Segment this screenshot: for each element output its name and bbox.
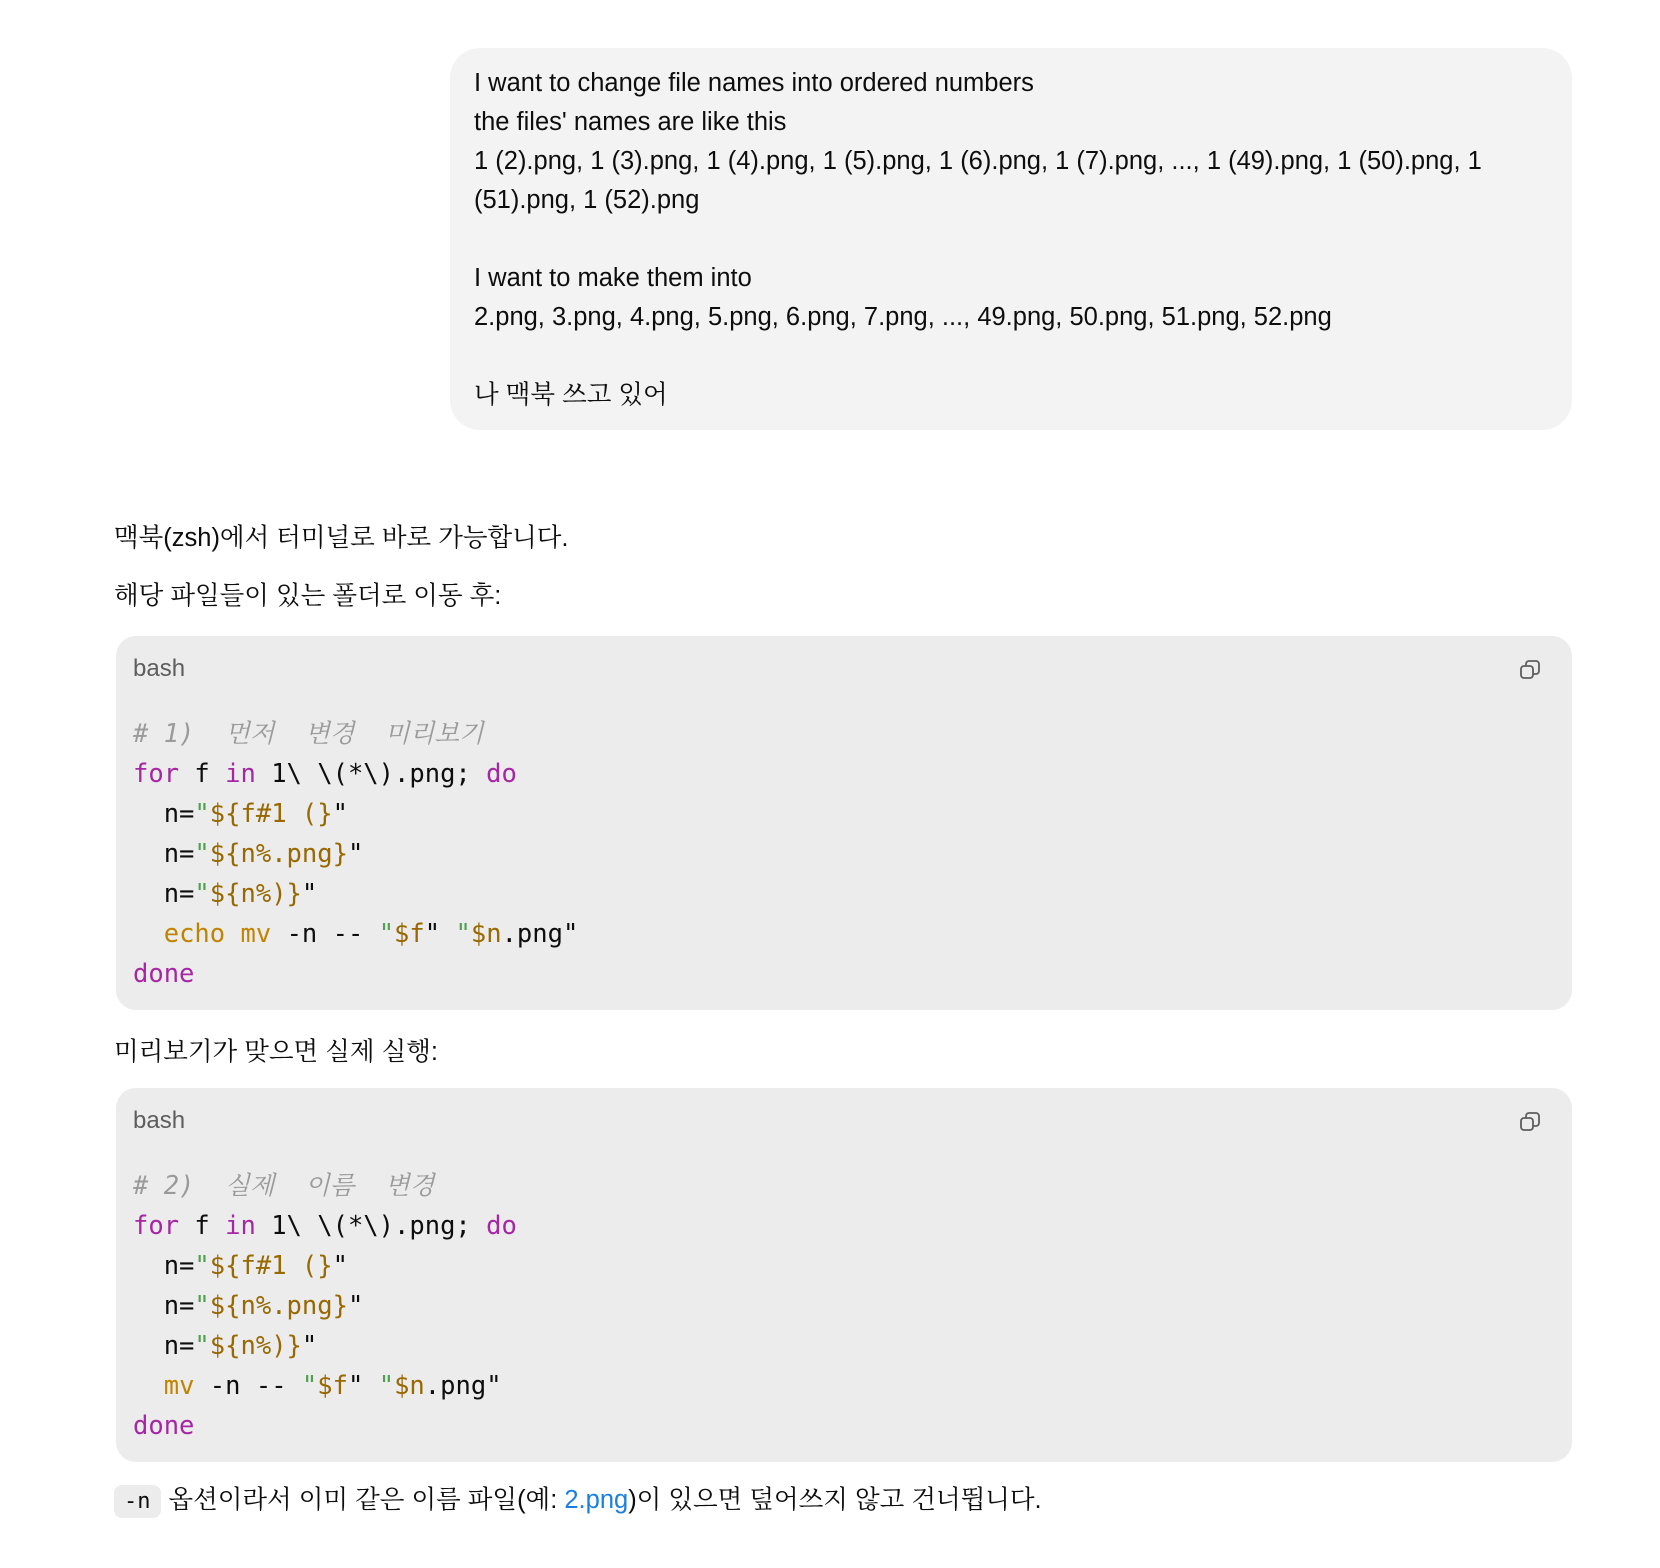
code-token: " [332, 1251, 348, 1281]
code-token: done [133, 959, 195, 989]
code-token: ${f#1 (} [209, 799, 333, 829]
code-token: " [194, 799, 210, 829]
code-token: mv [163, 1371, 195, 1401]
code-token: " [347, 839, 364, 869]
code-token: " [301, 1371, 318, 1401]
user-message-line: I want to change file names into ordered numbers [474, 69, 1034, 97]
code-token: f [179, 1211, 226, 1241]
code-token: n= [133, 839, 195, 869]
code-token: for [133, 759, 180, 789]
code-line [133, 1406, 517, 1446]
code-token [225, 919, 240, 949]
code-token: $f [394, 919, 425, 949]
code-token: do [486, 759, 517, 789]
code-token: n= [133, 1291, 195, 1321]
filename-link[interactable]: 2.png [564, 1486, 629, 1514]
code-block-execute [116, 1088, 1572, 1462]
code-line [133, 794, 578, 834]
code-language-label: bash [133, 1107, 186, 1134]
inline-code-flag: -n [114, 1485, 161, 1518]
copy-icon [1518, 658, 1542, 682]
code-token: .png" [501, 919, 579, 949]
code-token: -n -- [271, 919, 379, 949]
assistant-intro-text: 맥북(zsh)에서 터미널로 바로 가능합니다. [114, 524, 569, 552]
code-token: # 1) 먼저 변경 미리보기 [133, 719, 484, 749]
assistant-step-text: 해당 파일들이 있는 폴더로 이동 후: [114, 582, 502, 610]
code-line [133, 1286, 517, 1326]
user-message-line: 2.png, 3.png, 4.png, 5.png, 6.png, 7.png, ..., 49.png, 50.png, 51.png, 52.png [474, 303, 1332, 331]
user-message-line: the files' names are like this [474, 108, 787, 136]
code-token: in [225, 759, 256, 789]
code-block-preview [116, 636, 1572, 1010]
code-token: ${n%)} [209, 879, 302, 909]
code-token: " [332, 799, 348, 829]
code-token: ${n%.png} [209, 839, 348, 869]
code-token: $n [394, 1371, 425, 1401]
code-token: $f [317, 1371, 348, 1401]
code-token: n= [133, 1331, 195, 1361]
code-token: ${n%)} [209, 1331, 302, 1361]
code-line [133, 914, 578, 954]
code-line [133, 1366, 517, 1406]
code-token: " [347, 1371, 379, 1401]
copy-code-button[interactable] [1514, 654, 1546, 686]
code-token: -n -- [194, 1371, 302, 1401]
code-token: for [133, 1211, 180, 1241]
code-token: ${f#1 (} [209, 1251, 333, 1281]
user-message-line: 1 (2).png, 1 (3).png, 1 (4).png, 1 (5).png, 1 (6).png, 1 (7).png, ..., 1 (49).png, 1 (50).png, 1 [474, 147, 1482, 175]
code-token: echo [163, 919, 226, 949]
code-line [133, 1206, 517, 1246]
user-message-line: (51).png, 1 (52).png [474, 186, 700, 214]
code-token: $n [470, 919, 502, 949]
code-line [133, 874, 578, 914]
code-line [133, 954, 578, 994]
code-token: " [194, 839, 210, 869]
user-message-line [474, 337, 1548, 376]
code-token: f [179, 759, 226, 789]
assistant-footer-text [114, 1482, 1042, 1520]
code-content [133, 714, 578, 994]
code-token: " [424, 919, 456, 949]
code-token: ${n%.png} [209, 1291, 348, 1321]
code-token: in [225, 1211, 256, 1241]
user-message-line: 나 맥북 쓰고 있어 [474, 381, 668, 409]
user-message-line: I want to make them into [474, 264, 752, 292]
code-line [133, 834, 578, 874]
copy-icon [1518, 1110, 1542, 1134]
code-line [133, 1166, 517, 1206]
code-token: " [194, 1331, 210, 1361]
footer-text-before: 옵션이라서 이미 같은 이름 파일(예: [168, 1486, 565, 1514]
code-token: " [301, 879, 318, 909]
code-token: " [194, 879, 210, 909]
code-token: done [133, 1411, 195, 1441]
code-line [133, 1246, 517, 1286]
code-token: mv [240, 919, 272, 949]
code-token: " [194, 1291, 210, 1321]
code-line [133, 754, 578, 794]
assistant-between-text: 미리보기가 맞으면 실제 실행: [114, 1038, 438, 1066]
code-line [133, 714, 578, 754]
code-token: " [378, 1371, 395, 1401]
user-message-line [474, 220, 1548, 259]
code-token [133, 919, 164, 949]
code-token: " [455, 919, 471, 949]
code-content [133, 1166, 517, 1446]
copy-code-button[interactable] [1514, 1106, 1546, 1138]
code-token: n= [133, 799, 195, 829]
user-message-bubble [450, 48, 1572, 430]
code-token: n= [133, 1251, 195, 1281]
code-token: n= [133, 879, 195, 909]
code-token: " [301, 1331, 318, 1361]
code-token: do [486, 1211, 517, 1241]
code-token: 1\ \(*\).png; [255, 1211, 487, 1241]
code-token: 1\ \(*\).png; [255, 759, 487, 789]
code-token: .png" [424, 1371, 502, 1401]
footer-text-after: )이 있으면 덮어쓰지 않고 건너뜁니다. [628, 1486, 1042, 1514]
code-token [133, 1371, 164, 1401]
code-token: " [194, 1251, 210, 1281]
code-language-label: bash [133, 655, 186, 682]
code-token: " [378, 919, 395, 949]
code-token: # 2) 실제 이름 변경 [133, 1171, 435, 1201]
code-line [133, 1326, 517, 1366]
code-token: " [347, 1291, 364, 1321]
